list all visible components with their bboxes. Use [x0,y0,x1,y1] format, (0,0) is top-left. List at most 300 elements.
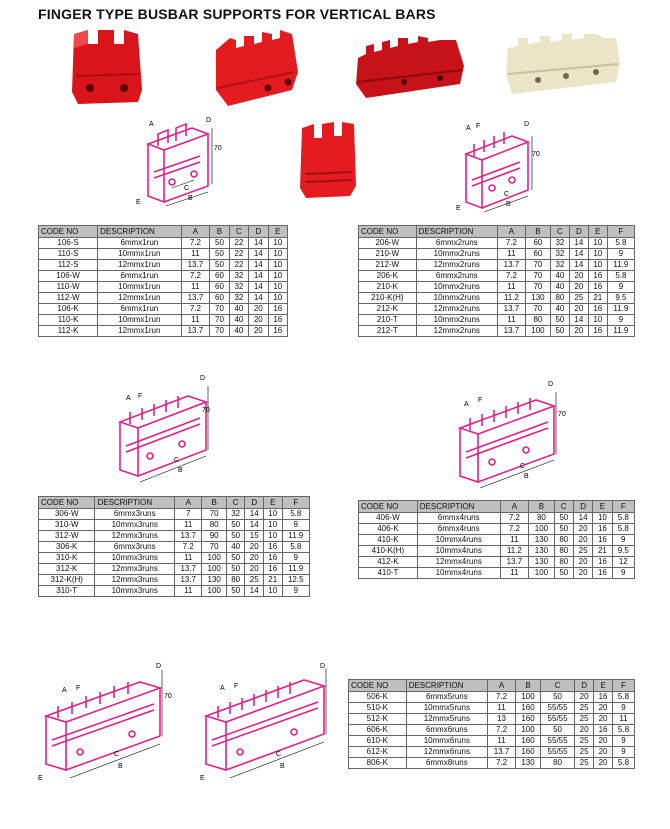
dimension-cell: 9 [607,315,634,326]
dimension-cell: 13.7 [175,564,202,575]
dimension-cell: 16 [594,692,613,703]
description-cell: 12mmx2runs [416,304,497,315]
dimension-cell: 100 [525,326,550,337]
dimension-cell: 14 [249,238,268,249]
dimension-cell: 80 [554,535,573,546]
dimension-cell: 40 [229,304,248,315]
dimension-cell: 60 [210,293,229,304]
column-header: D [573,501,592,513]
dimension-cell: 5.8 [282,509,309,520]
code-cell: 312-K [39,564,95,575]
dimension-cell: 7.2 [487,725,515,736]
description-cell: 12mmx4runs [417,557,500,568]
description-cell: 12mmx5runs [406,714,487,725]
dimension-cell: 7.2 [487,692,515,703]
dimension-cell: 11 [181,315,210,326]
dimension-cell: 50 [226,531,245,542]
dimension-cell: 11 [497,315,525,326]
dimension-cell: 70 [525,271,550,282]
dimension-cell: 40 [550,282,569,293]
dimension-cell: 50 [550,326,569,337]
product-photo-1run-small-red [292,114,362,200]
dimension-cell: 7.2 [500,524,529,535]
column-header: E [594,680,613,692]
dimension-cell: 9 [612,736,634,747]
description-cell: 12mmx1run [98,260,181,271]
dimension-cell: 20 [569,326,588,337]
column-header: DESCRIPTION [98,226,181,238]
dim-label-c: C [276,751,282,758]
dim-label-c: C [504,191,510,198]
dimension-cell: 80 [550,293,569,304]
column-header: DESCRIPTION [416,226,497,238]
dimension-cell: 14 [569,249,588,260]
dimension-cell: 7.2 [497,238,525,249]
description-cell: 6mmx5runs [406,692,487,703]
dimension-cell: 16 [588,304,607,315]
dimension-cell: 50 [554,524,573,535]
table-row [359,535,635,546]
code-cell: 210-W [359,249,417,260]
dimension-cell: 11 [497,282,525,293]
dimension-cell: 160 [516,714,541,725]
description-cell: 10mmx2runs [416,315,497,326]
description-cell: 10mmx1run [98,249,181,260]
dimension-cell: 9.5 [612,546,634,557]
dimension-cell: 9 [282,520,309,531]
dim-label-height: 70 [558,411,566,418]
dimension-cell: 7.2 [181,238,210,249]
dimension-cell: 10 [268,260,287,271]
dimension-cell: 22 [229,249,248,260]
dimension-cell: 50 [226,553,245,564]
dimension-cell: 11.9 [607,326,634,337]
dimension-cell: 40 [550,271,569,282]
dim-label-e: E [456,205,461,212]
dimension-cell: 11 [500,535,529,546]
code-cell: 212-K [359,304,417,315]
dim-label-height: 70 [202,407,210,414]
dimension-cell: 20 [573,557,592,568]
dimension-cell: 20 [594,703,613,714]
description-cell: 6mmx1run [98,271,181,282]
dimension-cell: 12.5 [282,575,309,586]
column-header: D [575,680,594,692]
dimension-cell: 9 [612,568,634,579]
dim-label-b: B [524,473,529,480]
dimension-cell: 32 [229,293,248,304]
column-header: B [529,501,554,513]
code-cell: 410-K(H) [359,546,418,557]
code-cell: 112-W [39,293,98,304]
column-header: DESCRIPTION [95,497,175,509]
dim-label-a: A [126,395,131,402]
dim-label-c: C [114,751,120,758]
dimension-cell: 80 [554,557,573,568]
column-header: E [588,226,607,238]
code-cell: 106-W [39,271,98,282]
dimension-cell: 70 [202,509,226,520]
dimension-cell: 16 [268,315,287,326]
dim-label-e: E [136,199,141,206]
dimension-cell: 55/55 [541,714,575,725]
description-cell: 10mmx4runs [417,546,500,557]
dimension-cell: 32 [229,282,248,293]
dimension-cell: 25 [575,747,594,758]
description-cell: 12mmx2runs [416,260,497,271]
dimension-cell: 16 [588,282,607,293]
table-row [39,509,310,520]
description-cell: 10mmx4runs [417,535,500,546]
code-cell: 110-W [39,282,98,293]
description-cell: 6mmx4runs [417,524,500,535]
table-row [39,271,288,282]
dimension-cell: 10 [263,509,282,520]
dim-label-e: E [38,775,43,782]
dimension-cell: 10 [588,249,607,260]
column-header: CODE NO [39,497,95,509]
code-cell: 106-K [39,304,98,315]
table-row [39,293,288,304]
table-row [359,238,635,249]
code-cell: 110-S [39,249,98,260]
column-header: CODE NO [359,501,418,513]
dimension-cell: 50 [226,564,245,575]
dimension-cell: 16 [588,271,607,282]
column-header: C [541,680,575,692]
dimension-cell: 5.8 [612,692,634,703]
dimension-cell: 20 [249,326,268,337]
dimension-cell: 80 [525,315,550,326]
table-row [359,260,635,271]
dimension-cell: 14 [573,513,592,524]
dimension-cell: 100 [516,692,541,703]
dimension-cell: 60 [210,282,229,293]
dimension-cell: 13.7 [175,531,202,542]
table-row [359,282,635,293]
dim-label-a: A [466,125,471,132]
table-row [39,326,288,337]
code-cell: 312-K(H) [39,575,95,586]
column-header: F [607,226,634,238]
description-cell: 12mmx3runs [95,564,175,575]
dimension-cell: 130 [202,575,226,586]
code-cell: 206-W [359,238,417,249]
dimension-cell: 70 [210,304,229,315]
dim-label-b: B [280,763,285,770]
dimension-cell: 16 [593,524,612,535]
description-cell: 10mmx4runs [417,568,500,579]
description-cell: 10mmx2runs [416,282,497,293]
code-cell: 306-W [39,509,95,520]
table-row [39,260,288,271]
product-photo-2runs-red [208,28,308,110]
dimension-cell: 130 [529,535,554,546]
dimension-cell: 20 [594,736,613,747]
description-cell: 10mmx1run [98,282,181,293]
product-photo-1run-red [68,26,146,108]
dimension-cell: 13 [487,714,515,725]
dimension-cell: 80 [226,575,245,586]
dim-label-d: D [156,663,162,670]
dimension-cell: 100 [202,586,226,597]
dimension-cell: 5.8 [612,758,634,769]
dimension-cell: 20 [573,524,592,535]
column-header: B [525,226,550,238]
description-cell: 6mmx4runs [417,513,500,524]
dimension-cell: 50 [550,315,569,326]
dimension-cell: 25 [575,714,594,725]
dimension-cell: 20 [245,542,264,553]
dimension-cell: 15 [245,531,264,542]
description-cell: 12mmx3runs [95,531,175,542]
dimension-cell: 16 [263,553,282,564]
description-cell: 10mmx2runs [416,293,497,304]
column-header: C [554,501,573,513]
code-cell: 512-K [349,714,407,725]
dimension-cell: 13.7 [181,326,210,337]
dimension-cell: 14 [245,509,264,520]
description-cell: 6mmx2runs [416,271,497,282]
column-header: C [226,497,245,509]
dimension-cell: 40 [550,304,569,315]
dimension-cell: 14 [249,271,268,282]
dimension-cell: 100 [202,553,226,564]
dimension-cell: 60 [210,271,229,282]
dimension-cell: 10 [263,586,282,597]
dimension-cell: 10 [588,315,607,326]
spec-table-2runs [358,225,635,337]
dimension-cell: 9 [282,553,309,564]
table-row [349,758,635,769]
dimension-cell: 11 [181,249,210,260]
dimension-cell: 130 [525,293,550,304]
description-cell: 10mmx2runs [416,249,497,260]
dimension-cell: 5.8 [607,271,634,282]
dimension-cell: 11 [612,714,634,725]
dimension-cell: 21 [593,546,612,557]
dim-label-f: F [476,123,481,130]
code-cell: 112-K [39,326,98,337]
table-row [349,725,635,736]
dimension-cell: 5.8 [282,542,309,553]
dimension-cell: 130 [529,557,554,568]
dimension-cell: 16 [593,568,612,579]
table-row [39,282,288,293]
dimension-cell: 32 [226,509,245,520]
dimension-cell: 7.2 [487,758,515,769]
description-cell: 10mmx3runs [95,586,175,597]
dimension-cell: 11 [487,703,515,714]
dimension-cell: 32 [550,238,569,249]
code-cell: 806-K [349,758,407,769]
dimension-cell: 11 [181,282,210,293]
code-cell: 210-T [359,315,417,326]
table-row [39,249,288,260]
dim-label-a: A [62,687,67,694]
table-row [39,531,310,542]
spec-table-3runs [38,496,310,597]
dimension-cell: 40 [229,326,248,337]
dimension-cell: 7.2 [497,271,525,282]
dimension-cell: 13.7 [181,260,210,271]
dimension-cell: 80 [202,520,226,531]
description-cell: 12mmx1run [98,293,181,304]
dimension-cell: 14 [569,260,588,271]
dimension-cell: 80 [541,758,575,769]
dimension-cell: 9.5 [607,293,634,304]
column-header: DESCRIPTION [406,680,487,692]
dimension-cell: 10 [263,531,282,542]
dimension-cell: 21 [263,575,282,586]
dimension-cell: 20 [569,304,588,315]
code-cell: 206-K [359,271,417,282]
description-cell: 12mmx6runs [406,747,487,758]
code-cell: 612-K [349,747,407,758]
dimension-cell: 9 [607,249,634,260]
dim-label-d: D [206,117,212,124]
spec-table-4runs [358,500,635,579]
table-row [349,736,635,747]
drawing-3runs [110,372,220,488]
table-row [359,304,635,315]
table-row [39,520,310,531]
dimension-cell: 14 [249,260,268,271]
dim-label-f: F [478,397,483,404]
dimension-cell: 55/55 [541,736,575,747]
dimension-cell: 20 [245,564,264,575]
dim-label-f: F [76,685,81,692]
dim-label-a: A [149,121,154,128]
dimension-cell: 11.9 [607,304,634,315]
code-cell: 306-K [39,542,95,553]
dimension-cell: 130 [529,546,554,557]
description-cell: 6mmx3runs [95,542,175,553]
description-cell: 6mmx8runs [406,758,487,769]
dimension-cell: 50 [541,692,575,703]
drawing-2runs [454,118,544,214]
table-row [39,304,288,315]
dimension-cell: 32 [550,260,569,271]
dim-label-a: A [220,685,225,692]
description-cell: 6mmx1run [98,238,181,249]
code-cell: 210-K(H) [359,293,417,304]
dimension-cell: 13.7 [497,326,525,337]
product-photo-4runs-red [352,36,472,100]
dimension-cell: 90 [202,531,226,542]
dimension-cell: 12 [612,557,634,568]
code-cell: 410-T [359,568,418,579]
dimension-cell: 55/55 [541,703,575,714]
dimension-cell: 10 [588,260,607,271]
spec-table-1run [38,225,288,337]
code-cell: 310-T [39,586,95,597]
dimension-cell: 22 [229,260,248,271]
dimension-cell: 22 [229,238,248,249]
column-header: C [229,226,248,238]
dim-label-d: D [524,121,530,128]
dimension-cell: 11 [175,553,202,564]
dimension-cell: 20 [594,714,613,725]
dimension-cell: 7.2 [181,271,210,282]
drawing-5runs [36,660,178,786]
dimension-cell: 50 [210,260,229,271]
table-row [359,315,635,326]
dimension-cell: 11 [497,249,525,260]
dimension-cell: 13.7 [497,304,525,315]
description-cell: 12mmx3runs [95,575,175,586]
description-cell: 10mmx1run [98,315,181,326]
dimension-cell: 14 [245,520,264,531]
dimension-cell: 10 [268,238,287,249]
dimension-cell: 60 [525,249,550,260]
dimension-cell: 11 [175,520,202,531]
dim-label-d: D [200,375,206,382]
code-cell: 110-K [39,315,98,326]
description-cell: 12mmx2runs [416,326,497,337]
dimension-cell: 20 [594,747,613,758]
dimension-cell: 50 [554,513,573,524]
dim-label-height: 70 [214,145,222,152]
table-row [359,568,635,579]
dim-label-e: E [200,775,205,782]
description-cell: 12mmx1run [98,326,181,337]
dimension-cell: 9 [612,535,634,546]
table-row [359,271,635,282]
code-cell: 210-K [359,282,417,293]
dimension-cell: 11.9 [282,564,309,575]
table-row [359,249,635,260]
drawing-4runs [450,376,570,492]
dimension-cell: 16 [268,326,287,337]
dimension-cell: 14 [245,586,264,597]
table-row [349,692,635,703]
column-header: D [245,497,264,509]
code-cell: 412-K [359,557,418,568]
dimension-cell: 50 [210,249,229,260]
dimension-cell: 70 [202,542,226,553]
code-cell: 106-S [39,238,98,249]
dimension-cell: 5.8 [607,238,634,249]
dimension-cell: 16 [593,557,612,568]
dimension-cell: 25 [245,575,264,586]
table-row [39,586,310,597]
dimension-cell: 16 [263,564,282,575]
dimension-cell: 20 [569,271,588,282]
description-cell: 6mmx1run [98,304,181,315]
code-cell: 506-K [349,692,407,703]
dimension-cell: 40 [226,542,245,553]
code-cell: 410-K [359,535,418,546]
dimension-cell: 13.7 [181,293,210,304]
dim-label-b: B [506,201,511,208]
table-row [39,238,288,249]
dimension-cell: 20 [573,535,592,546]
dimension-cell: 10 [268,282,287,293]
dimension-cell: 50 [226,586,245,597]
dimension-cell: 160 [516,747,541,758]
dimension-cell: 20 [245,553,264,564]
column-header: A [497,226,525,238]
column-header: A [500,501,529,513]
column-header: D [249,226,268,238]
dimension-cell: 80 [554,546,573,557]
dimension-cell: 100 [202,564,226,575]
dimension-cell: 100 [516,725,541,736]
dimension-cell: 100 [529,524,554,535]
dimension-cell: 50 [554,568,573,579]
dimension-cell: 60 [525,238,550,249]
